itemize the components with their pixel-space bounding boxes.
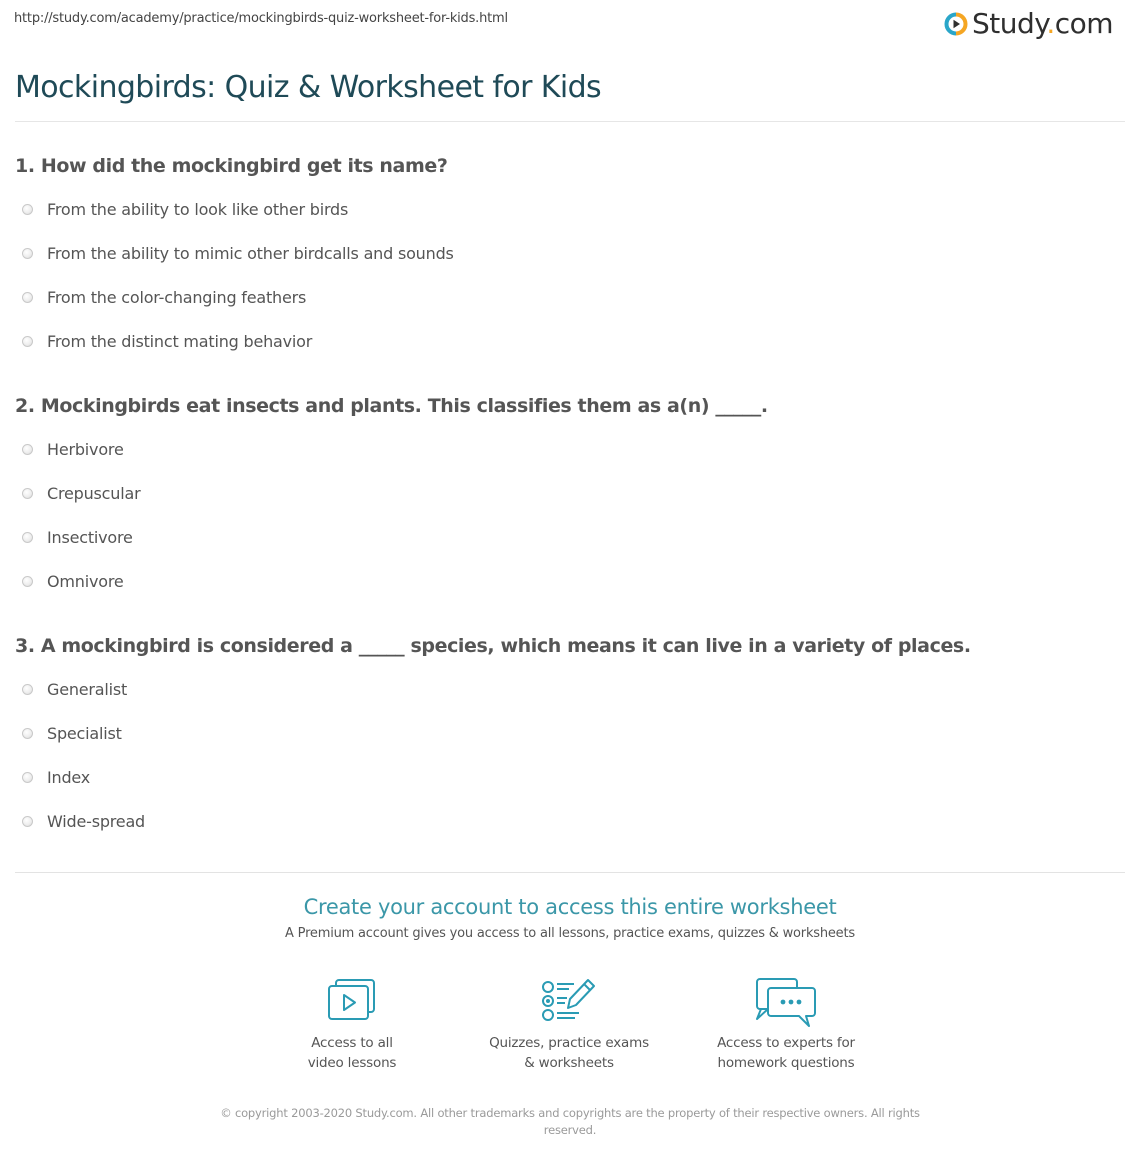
option-label: From the ability to look like other birds — [47, 200, 349, 219]
feature-label-line2: homework questions — [717, 1055, 855, 1071]
feature-label-line2: & worksheets — [524, 1055, 614, 1071]
question-1-option-4[interactable] — [22, 332, 312, 351]
quiz-checklist-icon — [541, 977, 597, 1023]
option-label: Crepuscular — [47, 484, 141, 503]
feature-label-line2: video lessons — [307, 1055, 397, 1071]
option-label: Index — [47, 768, 91, 787]
option-label: Generalist — [47, 680, 128, 699]
option-label: From the color-changing feathers — [47, 288, 307, 307]
radio-button[interactable] — [22, 204, 33, 215]
option-label: Wide-spread — [47, 812, 146, 831]
question-3-option-4[interactable] — [22, 812, 145, 831]
question-1-option-1[interactable] — [22, 200, 348, 219]
play-logo-icon — [944, 12, 968, 36]
feature-label-line1: Access to experts for — [717, 1035, 855, 1051]
feature-label-line1: Quizzes, practice exams — [489, 1035, 649, 1051]
title-divider — [15, 121, 1125, 122]
radio-button[interactable] — [22, 248, 33, 259]
radio-button[interactable] — [22, 292, 33, 303]
question-1-option-2[interactable] — [22, 244, 454, 263]
question-2-option-1[interactable] — [22, 440, 124, 459]
feature-quizzes — [469, 977, 669, 1073]
question-1-text: 1. How did the mockingbird get its name? — [15, 155, 448, 177]
question-2-option-4[interactable] — [22, 572, 124, 591]
cta-heading[interactable]: Create your account to access this entire worksheet — [303, 895, 837, 919]
question-2-text: 2. Mockingbirds eat insects and plants. This classifies them as a(n) _____. — [15, 395, 768, 417]
study-com-logo[interactable] — [944, 9, 1113, 39]
radio-button[interactable] — [22, 772, 33, 783]
radio-button[interactable] — [22, 816, 33, 827]
logo-wordmark: Study.com — [972, 7, 1114, 40]
question-3-option-2[interactable] — [22, 724, 122, 743]
option-label: Omnivore — [47, 572, 124, 591]
section-divider — [15, 872, 1125, 873]
question-3-text: 3. A mockingbird is considered a _____ species, which means it can live in a variety of places. — [15, 635, 971, 657]
option-label: From the distinct mating behavior — [47, 332, 313, 351]
feature-experts — [686, 977, 886, 1073]
option-label: From the ability to mimic other birdcalls and sounds — [47, 244, 454, 263]
page-title: Mockingbirds: Quiz & Worksheet for Kids — [15, 70, 602, 105]
radio-button[interactable] — [22, 444, 33, 455]
feature-video-lessons — [252, 977, 452, 1073]
question-2-option-3[interactable] — [22, 528, 133, 547]
question-3-option-1[interactable] — [22, 680, 127, 699]
option-label: Specialist — [47, 724, 122, 743]
radio-button[interactable] — [22, 576, 33, 587]
feature-label-line1: Access to all — [311, 1035, 393, 1051]
page-url: http://study.com/academy/practice/mockingbirds-quiz-worksheet-for-kids.html — [14, 11, 508, 26]
option-label: Insectivore — [47, 528, 133, 547]
radio-button[interactable] — [22, 684, 33, 695]
video-lessons-icon — [326, 977, 378, 1023]
question-2-option-2[interactable] — [22, 484, 140, 503]
radio-button[interactable] — [22, 336, 33, 347]
copyright-notice: © copyright 2003-2020 Study.com. All other trademarks and copyrights are the property of their respective owners. All rights reserved. — [220, 1106, 920, 1137]
question-3-option-3[interactable] — [22, 768, 90, 787]
radio-button[interactable] — [22, 728, 33, 739]
question-1-option-3[interactable] — [22, 288, 306, 307]
chat-bubbles-icon — [754, 977, 818, 1029]
cta-subheading: A Premium account gives you access to all lessons, practice exams, quizzes & worksheets — [285, 926, 855, 941]
radio-button[interactable] — [22, 532, 33, 543]
radio-button[interactable] — [22, 488, 33, 499]
option-label: Herbivore — [47, 440, 124, 459]
